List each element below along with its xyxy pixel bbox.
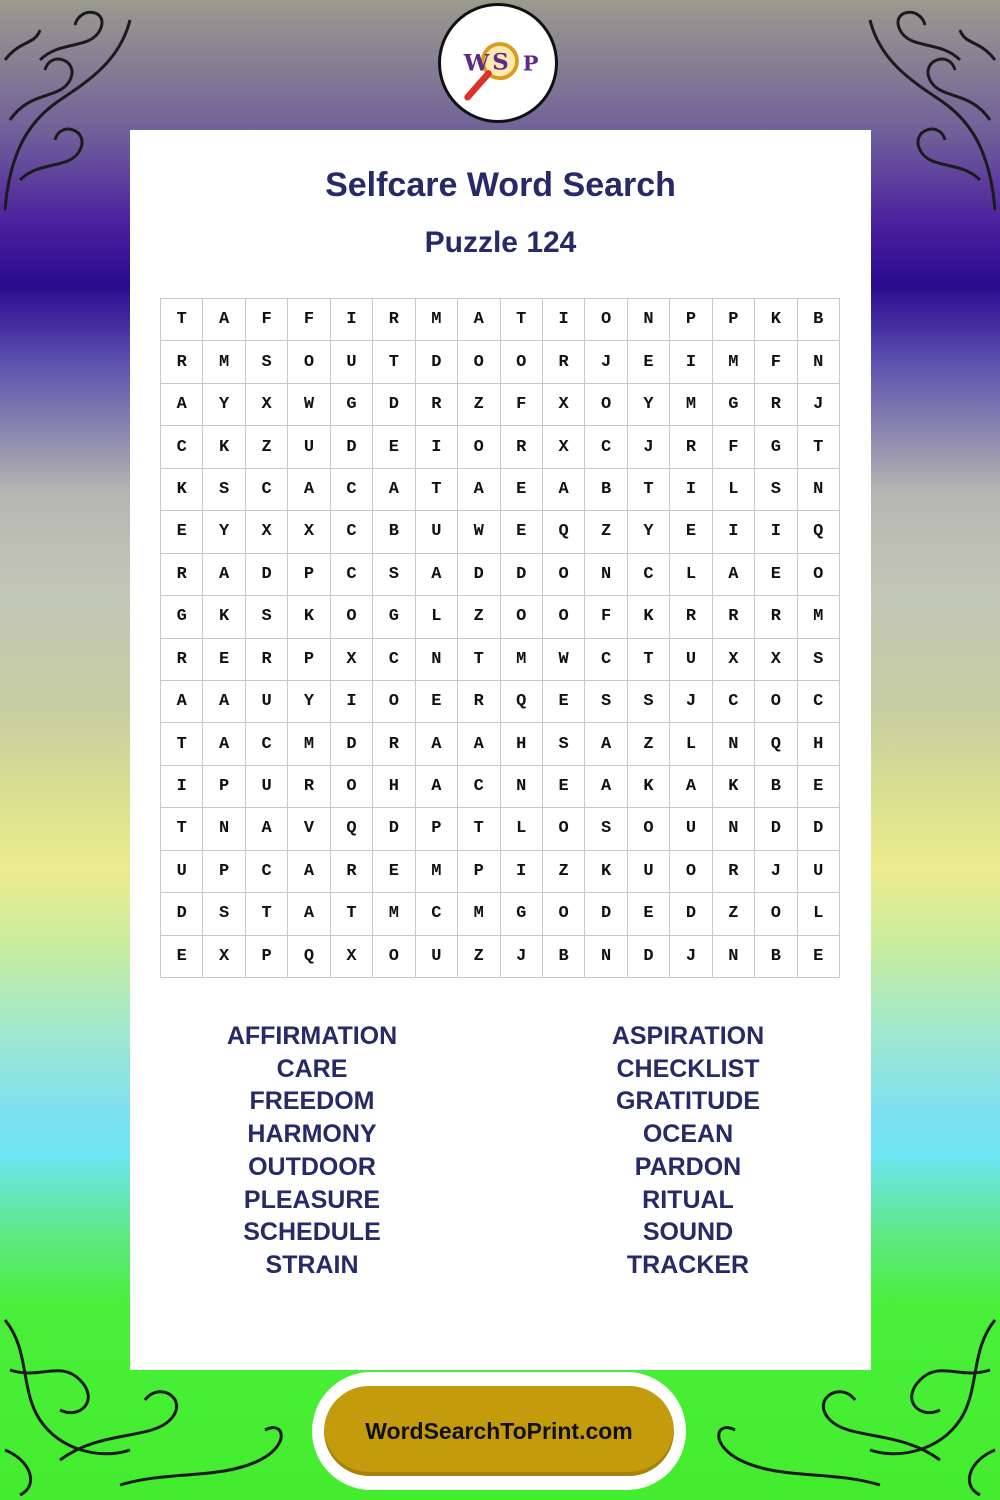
grid-cell[interactable]: E bbox=[798, 936, 840, 978]
grid-cell[interactable]: A bbox=[670, 766, 712, 808]
grid-cell[interactable]: Z bbox=[713, 893, 755, 935]
grid-cell[interactable]: O bbox=[501, 596, 543, 638]
grid-cell[interactable]: N bbox=[713, 723, 755, 765]
grid-cell[interactable]: D bbox=[501, 554, 543, 596]
grid-cell[interactable]: Y bbox=[628, 384, 670, 426]
grid-cell[interactable]: M bbox=[416, 851, 458, 893]
grid-cell[interactable]: D bbox=[161, 893, 203, 935]
grid-cell[interactable]: L bbox=[416, 596, 458, 638]
grid-cell[interactable]: A bbox=[543, 469, 585, 511]
grid-cell[interactable]: O bbox=[501, 341, 543, 383]
grid-cell[interactable]: J bbox=[755, 851, 797, 893]
grid-cell[interactable]: Q bbox=[755, 723, 797, 765]
word-item: OUTDOOR bbox=[248, 1152, 376, 1181]
grid-cell[interactable]: Q bbox=[288, 936, 330, 978]
puzzle-number: Puzzle 124 bbox=[424, 226, 577, 259]
grid-cell[interactable]: Z bbox=[585, 511, 627, 553]
grid-cell[interactable]: I bbox=[416, 426, 458, 468]
grid-cell[interactable]: D bbox=[331, 426, 373, 468]
grid-cell[interactable]: E bbox=[161, 936, 203, 978]
grid-cell[interactable]: K bbox=[713, 766, 755, 808]
puzzle-sheet bbox=[130, 130, 871, 1370]
grid-cell[interactable]: I bbox=[670, 469, 712, 511]
grid-cell[interactable]: S bbox=[203, 469, 245, 511]
grid-cell[interactable]: R bbox=[713, 851, 755, 893]
grid-cell[interactable]: O bbox=[458, 426, 500, 468]
grid-cell[interactable]: N bbox=[585, 554, 627, 596]
grid-cell[interactable]: N bbox=[628, 299, 670, 341]
grid-cell[interactable]: O bbox=[798, 554, 840, 596]
grid-cell[interactable]: F bbox=[755, 341, 797, 383]
grid-cell[interactable]: J bbox=[798, 384, 840, 426]
grid-cell[interactable]: N bbox=[713, 808, 755, 850]
site-logo[interactable] bbox=[438, 3, 558, 123]
grid-cell[interactable]: A bbox=[203, 299, 245, 341]
grid-cell[interactable]: D bbox=[755, 808, 797, 850]
grid-cell[interactable]: A bbox=[585, 766, 627, 808]
grid-cell[interactable]: T bbox=[628, 469, 670, 511]
grid-cell[interactable]: Q bbox=[543, 511, 585, 553]
word-item: STRAIN bbox=[265, 1250, 359, 1279]
grid-cell[interactable]: R bbox=[755, 596, 797, 638]
grid-cell[interactable]: S bbox=[203, 893, 245, 935]
logo-letter-w: W bbox=[463, 50, 490, 77]
grid-cell[interactable]: S bbox=[755, 469, 797, 511]
grid-cell[interactable]: M bbox=[713, 341, 755, 383]
grid-cell[interactable]: O bbox=[755, 681, 797, 723]
grid-cell[interactable]: T bbox=[458, 808, 500, 850]
grid-cell[interactable]: K bbox=[203, 426, 245, 468]
grid-cell[interactable]: P bbox=[203, 766, 245, 808]
grid-cell[interactable]: F bbox=[288, 299, 330, 341]
grid-cell[interactable]: M bbox=[373, 893, 415, 935]
grid-cell[interactable]: A bbox=[288, 851, 330, 893]
grid-cell[interactable]: O bbox=[331, 766, 373, 808]
grid-cell[interactable]: K bbox=[288, 596, 330, 638]
grid-cell[interactable]: D bbox=[416, 341, 458, 383]
grid-cell[interactable]: O bbox=[670, 851, 712, 893]
grid-cell[interactable]: M bbox=[798, 596, 840, 638]
grid-cell[interactable]: Q bbox=[501, 681, 543, 723]
grid-cell[interactable]: Z bbox=[628, 723, 670, 765]
grid-cell[interactable]: T bbox=[458, 639, 500, 681]
grid-cell[interactable]: R bbox=[670, 596, 712, 638]
grid-cell[interactable]: S bbox=[543, 723, 585, 765]
grid-cell[interactable]: R bbox=[501, 426, 543, 468]
grid-cell[interactable]: R bbox=[416, 384, 458, 426]
grid-cell[interactable]: R bbox=[161, 341, 203, 383]
word-list-left bbox=[147, 1020, 477, 1282]
word-list-right bbox=[523, 1020, 853, 1282]
grid-cell[interactable]: O bbox=[543, 893, 585, 935]
grid-cell[interactable]: C bbox=[246, 723, 288, 765]
grid-cell[interactable]: G bbox=[501, 893, 543, 935]
grid-cell[interactable]: M bbox=[501, 639, 543, 681]
grid-cell[interactable]: D bbox=[585, 893, 627, 935]
grid-cell[interactable]: C bbox=[331, 469, 373, 511]
grid-cell[interactable]: X bbox=[543, 384, 585, 426]
grid-cell[interactable]: I bbox=[331, 681, 373, 723]
grid-cell[interactable]: B bbox=[755, 936, 797, 978]
grid-cell[interactable]: E bbox=[203, 639, 245, 681]
grid-cell[interactable]: V bbox=[288, 808, 330, 850]
word-item: RITUAL bbox=[642, 1185, 734, 1214]
grid-cell[interactable]: F bbox=[585, 596, 627, 638]
grid-cell[interactable]: E bbox=[628, 341, 670, 383]
grid-cell[interactable]: B bbox=[798, 299, 840, 341]
word-item: CHECKLIST bbox=[616, 1054, 760, 1083]
grid-cell[interactable]: I bbox=[331, 299, 373, 341]
ornament-top-right bbox=[860, 0, 1000, 220]
grid-cell[interactable]: C bbox=[585, 639, 627, 681]
grid-cell[interactable]: D bbox=[458, 554, 500, 596]
grid-cell[interactable]: K bbox=[755, 299, 797, 341]
grid-cell[interactable]: Y bbox=[203, 384, 245, 426]
grid-cell[interactable]: R bbox=[161, 639, 203, 681]
grid-cell[interactable]: A bbox=[203, 681, 245, 723]
grid-cell[interactable]: M bbox=[416, 299, 458, 341]
grid-cell[interactable]: A bbox=[203, 554, 245, 596]
grid-cell[interactable]: T bbox=[416, 469, 458, 511]
grid-cell[interactable]: T bbox=[373, 341, 415, 383]
grid-cell[interactable]: O bbox=[288, 341, 330, 383]
grid-cell[interactable]: E bbox=[373, 851, 415, 893]
grid-cell[interactable]: I bbox=[161, 766, 203, 808]
grid-cell[interactable]: D bbox=[798, 808, 840, 850]
magnifier-icon bbox=[441, 6, 555, 120]
grid-cell[interactable]: Q bbox=[798, 511, 840, 553]
grid-cell[interactable]: G bbox=[161, 596, 203, 638]
grid-cell[interactable]: U bbox=[798, 851, 840, 893]
grid-cell[interactable]: W bbox=[458, 511, 500, 553]
page-title: Selfcare Word Search bbox=[325, 166, 676, 204]
word-item: CARE bbox=[276, 1054, 348, 1083]
grid-cell[interactable]: F bbox=[246, 299, 288, 341]
grid-cell[interactable]: T bbox=[161, 808, 203, 850]
grid-cell[interactable]: G bbox=[713, 384, 755, 426]
grid-cell[interactable]: R bbox=[713, 596, 755, 638]
grid-cell[interactable]: E bbox=[501, 511, 543, 553]
grid-cell[interactable]: A bbox=[416, 766, 458, 808]
grid-cell[interactable]: A bbox=[416, 723, 458, 765]
grid-cell[interactable]: J bbox=[670, 936, 712, 978]
grid-cell[interactable]: R bbox=[670, 426, 712, 468]
grid-cell[interactable]: N bbox=[798, 341, 840, 383]
grid-cell[interactable]: A bbox=[161, 681, 203, 723]
grid-cell[interactable]: A bbox=[288, 469, 330, 511]
grid-cell[interactable]: C bbox=[585, 426, 627, 468]
grid-cell[interactable]: B bbox=[373, 511, 415, 553]
grid-cell[interactable]: X bbox=[543, 426, 585, 468]
grid-cell[interactable]: W bbox=[288, 384, 330, 426]
grid-cell[interactable]: C bbox=[713, 681, 755, 723]
grid-cell[interactable]: A bbox=[585, 723, 627, 765]
grid-cell[interactable]: R bbox=[373, 299, 415, 341]
grid-cell[interactable]: E bbox=[373, 426, 415, 468]
grid-cell[interactable]: H bbox=[373, 766, 415, 808]
grid-cell[interactable]: C bbox=[331, 511, 373, 553]
grid-cell[interactable]: C bbox=[416, 893, 458, 935]
grid-cell[interactable]: S bbox=[628, 681, 670, 723]
grid-cell[interactable]: S bbox=[585, 808, 627, 850]
grid-cell[interactable]: X bbox=[331, 936, 373, 978]
grid-cell[interactable]: A bbox=[203, 723, 245, 765]
ornament-top-left bbox=[0, 0, 140, 220]
grid-cell[interactable]: E bbox=[501, 469, 543, 511]
site-link[interactable]: WordSearchToPrint.com bbox=[324, 1386, 674, 1476]
grid-cell[interactable]: A bbox=[416, 554, 458, 596]
grid-cell[interactable]: U bbox=[416, 936, 458, 978]
word-item: AFFIRMATION bbox=[226, 1022, 398, 1050]
grid-cell[interactable]: T bbox=[331, 893, 373, 935]
word-item: SOUND bbox=[642, 1218, 734, 1247]
grid-cell[interactable]: T bbox=[798, 426, 840, 468]
grid-cell[interactable]: G bbox=[755, 426, 797, 468]
grid-cell[interactable]: G bbox=[331, 384, 373, 426]
grid-cell[interactable]: M bbox=[288, 723, 330, 765]
word-item: SCHEDULE bbox=[243, 1218, 381, 1247]
grid-cell[interactable]: S bbox=[246, 596, 288, 638]
grid-cell[interactable]: U bbox=[246, 766, 288, 808]
grid-cell[interactable]: A bbox=[458, 469, 500, 511]
grid-cell[interactable]: A bbox=[458, 299, 500, 341]
grid-cell[interactable]: B bbox=[543, 936, 585, 978]
grid-cell[interactable]: S bbox=[246, 341, 288, 383]
grid-cell[interactable]: U bbox=[416, 511, 458, 553]
grid-cell[interactable]: A bbox=[161, 384, 203, 426]
grid-cell[interactable]: P bbox=[203, 851, 245, 893]
grid-cell[interactable]: P bbox=[288, 554, 330, 596]
grid-cell[interactable]: D bbox=[373, 808, 415, 850]
grid-cell[interactable]: F bbox=[713, 426, 755, 468]
word-item: HARMONY bbox=[247, 1120, 377, 1149]
grid-cell[interactable]: Y bbox=[203, 511, 245, 553]
word-item: GRATITUDE bbox=[616, 1087, 760, 1116]
grid-cell[interactable]: N bbox=[713, 936, 755, 978]
grid-cell[interactable]: K bbox=[628, 766, 670, 808]
grid-cell[interactable]: C bbox=[458, 766, 500, 808]
grid-cell[interactable]: O bbox=[458, 341, 500, 383]
grid-cell[interactable]: Z bbox=[246, 426, 288, 468]
word-item: OCEAN bbox=[642, 1120, 734, 1149]
grid-cell[interactable]: X bbox=[203, 936, 245, 978]
grid-cell[interactable]: A bbox=[373, 469, 415, 511]
grid-cell[interactable]: J bbox=[501, 936, 543, 978]
grid-cell[interactable]: U bbox=[670, 639, 712, 681]
grid-cell[interactable]: E bbox=[161, 511, 203, 553]
grid-cell[interactable]: B bbox=[755, 766, 797, 808]
grid-cell[interactable]: W bbox=[543, 639, 585, 681]
grid-cell[interactable]: U bbox=[246, 681, 288, 723]
grid-cell[interactable]: S bbox=[585, 681, 627, 723]
grid-cell[interactable]: P bbox=[458, 851, 500, 893]
grid-cell[interactable]: R bbox=[246, 639, 288, 681]
grid-cell[interactable]: E bbox=[755, 554, 797, 596]
grid-cell[interactable]: I bbox=[713, 511, 755, 553]
grid-cell[interactable]: X bbox=[713, 639, 755, 681]
grid-cell[interactable]: L bbox=[798, 893, 840, 935]
word-list bbox=[130, 1020, 871, 1280]
grid-cell[interactable]: E bbox=[628, 893, 670, 935]
grid-cell[interactable]: R bbox=[543, 341, 585, 383]
grid-cell[interactable]: J bbox=[628, 426, 670, 468]
grid-cell[interactable]: H bbox=[798, 723, 840, 765]
grid-cell[interactable]: O bbox=[543, 554, 585, 596]
grid-cell[interactable]: K bbox=[585, 851, 627, 893]
grid-cell[interactable]: T bbox=[161, 299, 203, 341]
grid-cell[interactable]: T bbox=[246, 893, 288, 935]
grid-cell[interactable]: P bbox=[416, 808, 458, 850]
grid-cell[interactable]: A bbox=[288, 893, 330, 935]
grid-cell[interactable]: N bbox=[501, 766, 543, 808]
grid-cell[interactable]: L bbox=[713, 469, 755, 511]
grid-cell[interactable]: E bbox=[543, 766, 585, 808]
grid-cell[interactable]: P bbox=[288, 639, 330, 681]
word-item: ASPIRATION bbox=[611, 1022, 765, 1050]
grid-cell[interactable]: K bbox=[203, 596, 245, 638]
grid-cell[interactable]: R bbox=[458, 681, 500, 723]
grid-cell[interactable]: P bbox=[246, 936, 288, 978]
grid-cell[interactable]: O bbox=[373, 681, 415, 723]
word-item: TRACKER bbox=[626, 1250, 750, 1279]
word-item: FREEDOM bbox=[249, 1087, 375, 1116]
grid-cell[interactable]: G bbox=[373, 596, 415, 638]
footer-badge bbox=[312, 1372, 686, 1490]
grid-cell[interactable]: D bbox=[246, 554, 288, 596]
grid-cell[interactable]: X bbox=[755, 639, 797, 681]
grid-cell[interactable]: D bbox=[331, 723, 373, 765]
grid-cell[interactable]: M bbox=[203, 341, 245, 383]
grid-cell[interactable]: B bbox=[585, 469, 627, 511]
letter-grid bbox=[160, 298, 840, 978]
grid-cell[interactable]: X bbox=[288, 511, 330, 553]
grid-cell[interactable]: N bbox=[798, 469, 840, 511]
grid-cell[interactable]: Z bbox=[458, 596, 500, 638]
word-item: PLEASURE bbox=[243, 1185, 381, 1214]
grid-cell[interactable]: N bbox=[416, 639, 458, 681]
grid-cell[interactable]: X bbox=[246, 511, 288, 553]
grid-cell[interactable]: J bbox=[585, 341, 627, 383]
logo-letter-s: S bbox=[492, 49, 509, 76]
grid-cell[interactable]: D bbox=[628, 936, 670, 978]
grid-cell[interactable]: A bbox=[713, 554, 755, 596]
grid-cell[interactable]: O bbox=[543, 596, 585, 638]
grid-cell[interactable]: A bbox=[246, 808, 288, 850]
grid-cell[interactable]: S bbox=[373, 554, 415, 596]
grid-cell[interactable]: C bbox=[246, 851, 288, 893]
grid-cell[interactable]: I bbox=[501, 851, 543, 893]
grid-cell[interactable]: Q bbox=[331, 808, 373, 850]
grid-cell[interactable]: C bbox=[246, 469, 288, 511]
grid-cell[interactable]: C bbox=[628, 554, 670, 596]
grid-cell[interactable]: T bbox=[628, 639, 670, 681]
grid-cell[interactable]: I bbox=[755, 511, 797, 553]
grid-cell[interactable]: N bbox=[203, 808, 245, 850]
grid-cell[interactable]: O bbox=[585, 299, 627, 341]
grid-cell[interactable]: O bbox=[543, 808, 585, 850]
grid-cell[interactable]: C bbox=[331, 554, 373, 596]
grid-cell[interactable]: S bbox=[798, 639, 840, 681]
grid-cell[interactable]: R bbox=[755, 384, 797, 426]
grid-cell[interactable]: R bbox=[331, 851, 373, 893]
grid-cell[interactable]: E bbox=[670, 511, 712, 553]
grid-cell[interactable]: Z bbox=[458, 384, 500, 426]
grid-cell[interactable]: Z bbox=[458, 936, 500, 978]
grid-cell[interactable]: L bbox=[670, 554, 712, 596]
grid-cell[interactable]: X bbox=[246, 384, 288, 426]
grid-cell[interactable]: E bbox=[543, 681, 585, 723]
grid-cell[interactable]: T bbox=[161, 723, 203, 765]
grid-cell[interactable]: Z bbox=[543, 851, 585, 893]
grid-cell[interactable]: U bbox=[161, 851, 203, 893]
grid-cell[interactable]: A bbox=[458, 723, 500, 765]
grid-cell[interactable]: M bbox=[670, 384, 712, 426]
grid-cell[interactable]: U bbox=[628, 851, 670, 893]
grid-cell[interactable]: I bbox=[543, 299, 585, 341]
grid-cell[interactable]: Y bbox=[628, 511, 670, 553]
grid-cell[interactable]: C bbox=[373, 639, 415, 681]
grid-cell[interactable]: P bbox=[670, 299, 712, 341]
grid-cell[interactable]: D bbox=[670, 893, 712, 935]
logo-letter-p: P bbox=[522, 50, 539, 76]
grid-cell[interactable]: L bbox=[501, 808, 543, 850]
grid-cell[interactable]: C bbox=[798, 681, 840, 723]
grid-cell[interactable]: U bbox=[331, 341, 373, 383]
grid-cell[interactable]: K bbox=[161, 469, 203, 511]
grid-cell[interactable]: O bbox=[585, 384, 627, 426]
grid-cell[interactable]: U bbox=[670, 808, 712, 850]
grid-cell[interactable]: I bbox=[670, 341, 712, 383]
grid-cell[interactable]: R bbox=[288, 766, 330, 808]
grid-cell[interactable]: R bbox=[373, 723, 415, 765]
grid-cell[interactable]: D bbox=[373, 384, 415, 426]
grid-cell[interactable]: J bbox=[670, 681, 712, 723]
grid-cell[interactable]: C bbox=[161, 426, 203, 468]
grid-cell[interactable]: U bbox=[288, 426, 330, 468]
word-item: PARDON bbox=[634, 1152, 742, 1181]
grid-cell[interactable]: O bbox=[755, 893, 797, 935]
grid-cell[interactable]: O bbox=[331, 596, 373, 638]
grid-cell[interactable]: N bbox=[585, 936, 627, 978]
grid-cell[interactable]: Y bbox=[288, 681, 330, 723]
grid-cell[interactable]: M bbox=[458, 893, 500, 935]
grid-cell[interactable]: H bbox=[501, 723, 543, 765]
grid-cell[interactable]: P bbox=[713, 299, 755, 341]
grid-cell[interactable]: O bbox=[628, 808, 670, 850]
grid-cell[interactable]: X bbox=[331, 639, 373, 681]
grid-cell[interactable]: L bbox=[670, 723, 712, 765]
grid-cell[interactable]: R bbox=[161, 554, 203, 596]
grid-cell[interactable]: E bbox=[416, 681, 458, 723]
grid-cell[interactable]: E bbox=[798, 766, 840, 808]
grid-cell[interactable]: K bbox=[628, 596, 670, 638]
grid-cell[interactable]: T bbox=[501, 299, 543, 341]
grid-cell[interactable]: F bbox=[501, 384, 543, 426]
grid-cell[interactable]: O bbox=[373, 936, 415, 978]
